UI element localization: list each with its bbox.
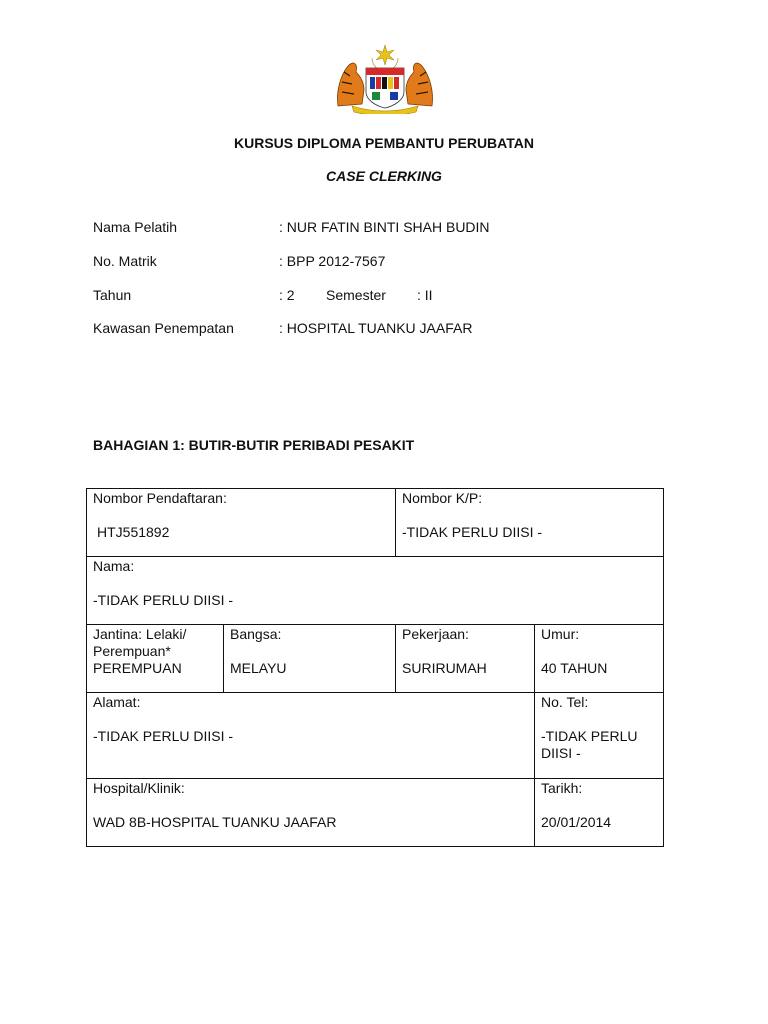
cell-nombor-pendaftaran <box>87 489 396 557</box>
cell-pekerjaan <box>396 625 535 693</box>
field-value: -TIDAK PERLU DIISI - <box>93 592 234 608</box>
table-row <box>87 625 664 693</box>
cell-no-tel <box>535 693 664 779</box>
field-label: No. Tel: <box>541 694 589 710</box>
field-value: DIISI - <box>541 745 581 761</box>
field-label: Pekerjaan: <box>402 626 469 642</box>
cell-nombor-kp <box>396 489 664 557</box>
cell-nama <box>87 557 664 625</box>
field-label: Nama: <box>93 558 135 574</box>
cell-bangsa <box>224 625 396 693</box>
info-value: : HOSPITAL TUANKU JAAFAR <box>279 320 473 336</box>
field-label: Umur: <box>541 626 580 642</box>
info-label: Tahun <box>93 287 132 303</box>
cell-jantina <box>87 625 224 693</box>
section-title: BAHAGIAN 1: BUTIR-BUTIR PERIBADI PESAKIT <box>93 437 415 453</box>
field-value: SURIRUMAH <box>402 660 487 676</box>
field-value: -TIDAK PERLU DIISI - <box>93 728 234 744</box>
field-value: 20/01/2014 <box>541 814 612 830</box>
info-label: Nama Pelatih <box>93 219 178 235</box>
field-label: Jantina: Lelaki/ <box>93 626 187 642</box>
semester-label: Semester <box>326 287 386 303</box>
field-label: Perempuan* <box>93 643 171 659</box>
info-label: No. Matrik <box>93 253 157 269</box>
cell-umur <box>535 625 664 693</box>
info-value: : NUR FATIN BINTI SHAH BUDIN <box>279 219 490 235</box>
table-row <box>87 489 664 557</box>
field-value: MELAYU <box>230 660 287 676</box>
table-row <box>87 693 664 779</box>
page-title: KURSUS DIPLOMA PEMBANTU PERUBATAN <box>234 135 534 151</box>
page-subtitle: CASE CLERKING <box>326 168 442 184</box>
cell-hospital <box>87 779 535 847</box>
field-value: PEREMPUAN <box>93 660 182 676</box>
field-value: -TIDAK PERLU <box>541 728 638 744</box>
info-label: Kawasan Penempatan <box>93 320 234 336</box>
table-row <box>87 779 664 847</box>
field-value: -TIDAK PERLU DIISI - <box>402 524 543 540</box>
patient-details-table <box>86 488 664 847</box>
cell-alamat <box>87 693 535 779</box>
field-value: WAD 8B-HOSPITAL TUANKU JAAFAR <box>93 814 337 830</box>
field-value: HTJ551892 <box>97 524 170 540</box>
field-value: 40 TAHUN <box>541 660 608 676</box>
info-value: : BPP 2012-7567 <box>279 253 386 269</box>
field-label: Alamat: <box>93 694 141 710</box>
malaysia-coat-of-arms-icon <box>330 42 440 114</box>
field-label: Bangsa: <box>230 626 282 642</box>
info-value: : 2 <box>279 287 295 303</box>
cell-tarikh <box>535 779 664 847</box>
field-label: Hospital/Klinik: <box>93 780 185 796</box>
semester-value: : II <box>417 287 433 303</box>
table-row <box>87 557 664 625</box>
field-label: Nombor K/P: <box>402 490 483 506</box>
field-label: Tarikh: <box>541 780 583 796</box>
field-label: Nombor Pendaftaran: <box>93 490 227 506</box>
